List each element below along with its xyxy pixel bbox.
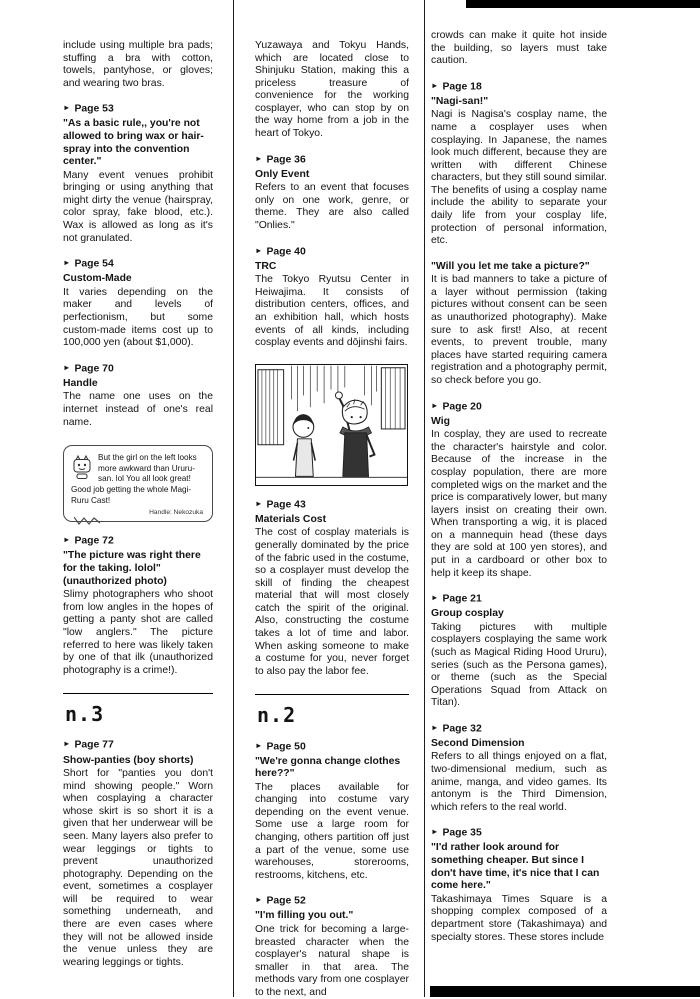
glossary-entry (63, 535, 213, 677)
entry-body: One trick for becoming a large-breasted character when the cosplayer's natural shape is smaller in that area. The methods vary from one cosplayer to the next, and (255, 924, 409, 998)
torn-edge-decoration (74, 517, 100, 525)
entry-title: Custom-Made (63, 273, 132, 285)
column-right (431, 30, 607, 944)
entry-title: "The picture was right there for the taking. lolol" (unauthorized photo) (63, 550, 201, 587)
entry-body: It is bad manners to take a picture of a layer without permission (taking pictures without consent can be seen as unauthorized photography). Make sure to ask first! Also, at recent events, to prevent trouble, many places have started requiring camera registration and a photography permit, so check before you go. (431, 274, 607, 386)
glossary-entry (431, 723, 607, 815)
entry-body: Refers to all things enjoyed on a flat, two-dimensional medium, such as anime, manga, and video games. Its antonym is the Third Dimension, which refers to the real world. (431, 751, 607, 813)
avatar-icon (71, 453, 93, 480)
glossary-entry (431, 261, 607, 388)
page-label: Page 70 (74, 363, 114, 375)
page-label: Page 36 (266, 154, 306, 166)
triangle-bullet-icon: ► (255, 895, 263, 905)
page-marker (63, 103, 213, 116)
glossary-entry (255, 154, 409, 233)
page-label: Page 20 (442, 401, 482, 413)
manga-illustration (255, 364, 408, 486)
triangle-bullet-icon: ► (63, 258, 71, 268)
glossary-entry (63, 739, 213, 969)
page-marker (255, 499, 409, 512)
triangle-bullet-icon: ► (431, 400, 439, 410)
triangle-bullet-icon: ► (255, 498, 263, 508)
entry-body: Refers to an event that focuses only on one work, genre, or theme. They are also called "Onlies." (255, 182, 409, 232)
triangle-bullet-icon: ► (431, 827, 439, 837)
entry-body: Takashimaya Times Square is a shopping complex composed of a department store (Takashimaya) and specialty stores. These stores include (431, 893, 607, 943)
note-handle: Handle: Nekozuka (149, 508, 203, 516)
print-bar-top (466, 0, 700, 8)
triangle-bullet-icon: ► (255, 153, 263, 163)
entry-title: Handle (63, 377, 98, 389)
column-middle (255, 40, 409, 999)
page-marker (255, 895, 409, 908)
page-label: Page 72 (74, 535, 114, 547)
glossary-entry (255, 499, 409, 679)
section-block (63, 693, 213, 726)
entry-title: "Nagi-san!" (431, 95, 489, 107)
glossary-entry (431, 827, 607, 944)
glossary-entry (63, 258, 213, 350)
page-label: Page 21 (442, 593, 482, 605)
page-marker (255, 741, 409, 754)
page-label: Page 77 (74, 739, 114, 751)
entry-title: Group cosplay (431, 608, 504, 620)
page-label: Page 40 (266, 246, 306, 258)
page-label: Page 32 (442, 723, 482, 735)
column-divider-left (233, 0, 234, 997)
glossary-entry (431, 593, 607, 710)
triangle-bullet-icon: ► (255, 245, 263, 255)
glossary-entry (63, 103, 213, 245)
page-label: Page 50 (266, 741, 306, 752)
triangle-bullet-icon: ► (63, 535, 71, 545)
entry-title: Wig (431, 415, 450, 427)
triangle-bullet-icon: ► (255, 740, 263, 750)
page-marker (63, 535, 213, 548)
entry-body: The cost of cosplay materials is generally dominated by the price of the fabric used in the costume, so a cosplayer must develop the skill of finding the cheapest material that will most closely catch the spirit of the original. Also, constructing the costume takes a lot of time and labor. When asking someone to make a costume for you, never forget to also pay the labor fee. (255, 527, 409, 677)
glossary-entry (255, 741, 409, 883)
entry-body: The places available for changing into costume vary depending on the event venue. Some use a large room for changing, others partition off just a part of the venue, some use warehouses, storerooms, restrooms, kitchens, etc. (255, 781, 409, 881)
page-marker (431, 401, 607, 414)
continuation-text: crowds can make it quite hot inside the building, so layers must take caution. (431, 30, 607, 67)
section-number: n.3 (65, 702, 105, 727)
page-marker (255, 154, 409, 167)
page-marker (431, 593, 607, 606)
glossary-entry (63, 363, 213, 429)
triangle-bullet-icon: ► (431, 593, 439, 603)
page-marker (431, 723, 607, 736)
entry-body: Short for "panties you don't mind showing people." Worn when cosplaying a character whose skirt is so short it is a given that her underwear will be seen. Many layers also prefer to wear leggings or tights to prevent unauthorized photography. Depending on the event, sometimes a cosplayer will be required to wear something underneath, and there are even cases where they will not be allowed inside the venue unless they are wearing leggings or tights. (63, 768, 213, 968)
page-marker (431, 827, 607, 840)
continuation-text: Yuzawaya and Tokyu Hands, which are located close to Shinjuku Station, making this a priceless treasure of convenience for the working cosplayer, who can stop by on the way home from a job in the heart of Tokyo. (255, 40, 409, 140)
glossary-entry (255, 246, 409, 350)
glossary-entry (431, 401, 607, 581)
section-block (255, 694, 409, 727)
glossary-entry (255, 895, 409, 999)
section-divider (255, 694, 409, 695)
section-number: n.2 (257, 703, 297, 728)
note-text: But the girl on the left looks more awkward than Ururu-san. lol You all look great! Good job getting the whole Magi-Ruru Cast! (71, 453, 197, 505)
entry-body: Many event venues prohibit bringing or using anything that might dirty the venue (hairspray, color spray, fake blood, etc.). Wax is allowed as long as it's not granulated. (63, 169, 213, 244)
entry-title: "As a basic rule,, you're not allowed to bring wax or hair-spray into the convention center." (63, 118, 204, 168)
entry-body: Slimy photographers who shoot from low angles in the hopes of getting a panty shot are called "low anglers." The picture referred to here was likely taken by one of that ilk (unauthorized photography is a crime!). (63, 589, 213, 676)
entry-title: TRC (255, 260, 277, 272)
entry-title: Only Event (255, 168, 310, 180)
entry-title: Second Dimension (431, 737, 525, 749)
page-marker (63, 258, 213, 271)
page-marker (63, 363, 213, 376)
entry-body: The Tokyo Ryutsu Center in Heiwajima. It consists of distribution centers, offices, and an exhibition hall, which hosts events of all kinds, including cosplay events and dōjinshi fairs. (255, 274, 409, 349)
page-marker (63, 739, 213, 752)
section-divider (63, 693, 213, 694)
entry-body: The name one uses on the internet instead of one's real name. (63, 391, 213, 428)
triangle-bullet-icon: ► (63, 103, 71, 113)
print-bar-bottom (430, 986, 700, 997)
page-label: Page 35 (442, 827, 482, 839)
handle-note-card (63, 445, 213, 522)
continuation-text: include using multiple bra pads; stuffing a bra with cotton, towels, pantyhose, or gloves; and wearing two bras. (63, 40, 213, 89)
entry-title: "We're gonna change clothes here??" (255, 755, 401, 780)
page-label: Page 18 (442, 81, 482, 93)
entry-title: Show-panties (boy shorts) (63, 754, 194, 766)
page-marker (431, 81, 607, 94)
entry-body: Taking pictures with multiple cosplayers cosplaying the same work (such as Magical Riding Hood Ururu), series (such as the Persona games), or theme (such as the Special Operations Squad from Attack on Titan). (431, 621, 607, 709)
entry-title: "Will you let me take a picture?" (431, 260, 590, 272)
column-divider-right (424, 0, 425, 997)
page-marker (255, 246, 409, 259)
page-label: Page 53 (74, 103, 114, 115)
triangle-bullet-icon: ► (63, 362, 71, 372)
entry-title: "I'd rather look around for something cheaper. But since I don't have time, it's nice that I can come here." (431, 842, 600, 892)
page-label: Page 43 (266, 499, 306, 511)
entry-title: "I'm filling you out." (255, 910, 354, 922)
glossary-entry (431, 81, 607, 248)
entry-body: In cosplay, they are used to recreate the character's hairstyle and color. Because of the increase in the cosplay population, there are more completed wigs on the market and the price is comparatively lower, but many layers insist on creating their own. When transporting a wig, it is placed on a mannequin head (these days they are sold at 100 yen stores), and put in a cardboard or other box to help it keep its shape. (431, 429, 607, 579)
triangle-bullet-icon: ► (431, 722, 439, 732)
triangle-bullet-icon: ► (63, 739, 71, 749)
triangle-bullet-icon: ► (431, 80, 439, 90)
entry-body: It varies depending on the maker and levels of perfectionism, but some custom-made items cost up to 100,000 yen (about $1,000). (63, 286, 213, 349)
column-left (63, 40, 213, 969)
page-label: Page 54 (74, 258, 114, 270)
page-label: Page 52 (266, 895, 306, 907)
entry-title: Materials Cost (255, 513, 327, 525)
entry-body: Nagi is Nagisa's cosplay name, the name a cosplayer uses when cosplaying. In Japanese, the names look much different, because they are written with different Chinese characters, but they still sound similar. The benefits of using a cosplay name include the ability to separate your daily life from your cosplay life, protection of personal information, etc. (431, 109, 607, 247)
